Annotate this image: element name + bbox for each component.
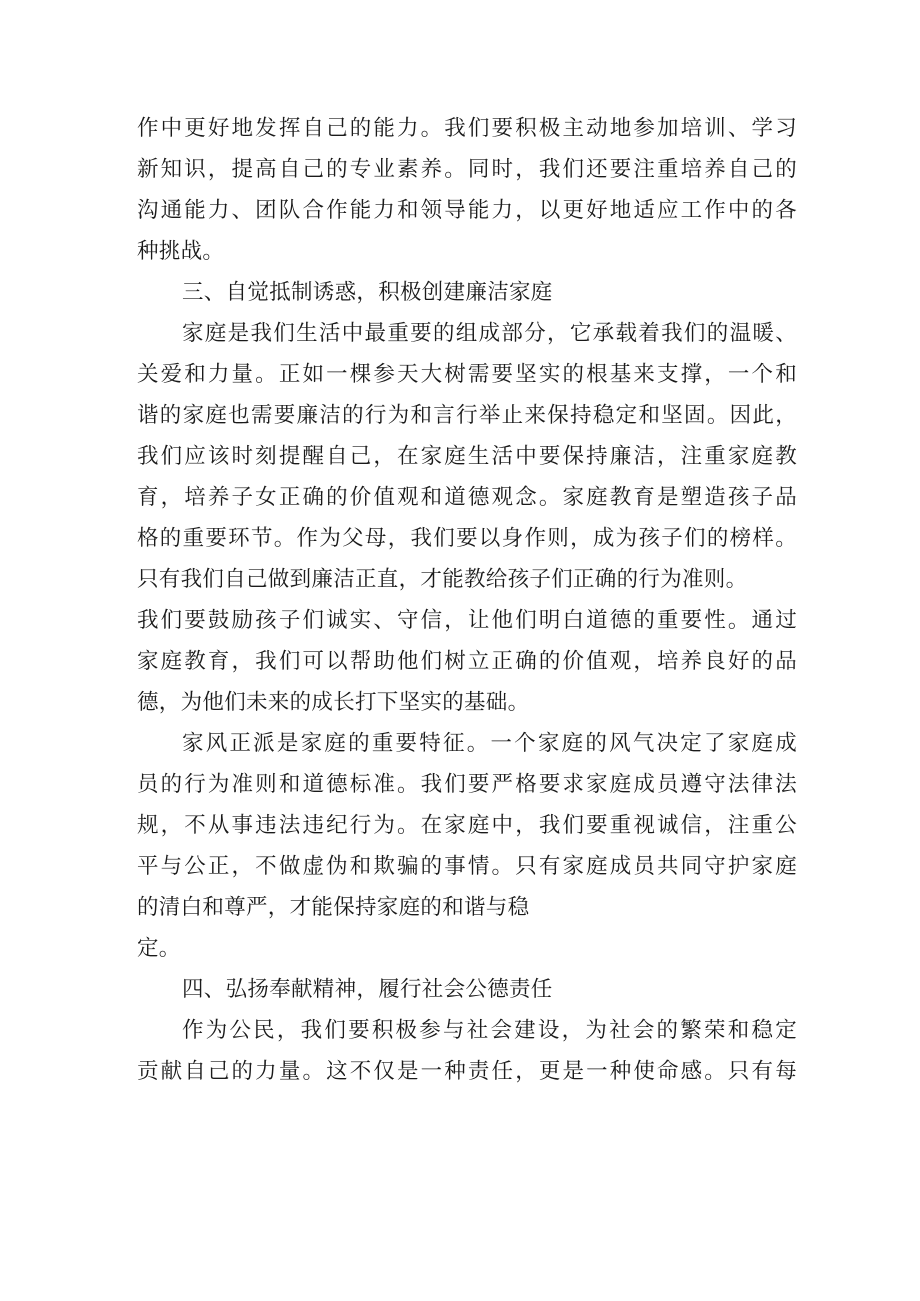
text-line: 关爱和力量。正如一棵参天大树需要坚实的根基来支撑，一个和 xyxy=(137,362,797,387)
text-line: 只有我们自己做到廉洁正直，才能教给孩子们正确的行为准则。 xyxy=(137,567,748,592)
text-line: 德，为他们未来的成长打下坚实的基础。 xyxy=(137,690,530,715)
text-line: 格的重要环节。作为父母，我们要以身作则，成为孩子们的榜样。 xyxy=(137,526,797,551)
text-line: 谐的家庭也需要廉洁的行为和言行举止来保持稳定和坚固。因此， xyxy=(137,403,797,428)
paragraph-first-line: 作为公民，我们要积极参与社会建设，为社会的繁荣和稳定 xyxy=(182,1018,797,1043)
text-line: 作中更好地发挥自己的能力。我们要积极主动地参加培训、学习 xyxy=(137,116,797,141)
text-line: 沟通能力、团队合作能力和领导能力，以更好地适应工作中的各 xyxy=(137,198,797,223)
text-line: 贡献自己的力量。这不仅是一种责任，更是一种使命感。只有每 xyxy=(137,1059,797,1084)
document-body xyxy=(137,108,797,1092)
section-heading: 三、自觉抵制诱惑，积极创建廉洁家庭 xyxy=(182,280,553,305)
text-line: 员的行为准则和道德标准。我们要严格要求家庭成员遵守法律法 xyxy=(137,772,797,797)
text-line: 我们应该时刻提醒自己，在家庭生活中要保持廉洁，注重家庭教 xyxy=(137,444,797,469)
text-line: 我们要鼓励孩子们诚实、守信，让他们明白道德的重要性。通过 xyxy=(137,608,797,633)
section-heading: 四、弘扬奉献精神，履行社会公德责任 xyxy=(182,977,553,1002)
text-line: 家庭教育，我们可以帮助他们树立正确的价值观，培养良好的品 xyxy=(137,649,797,674)
text-line: 平与公正，不做虚伪和欺骗的事情。只有家庭成员共同守护家庭 xyxy=(137,854,797,879)
text-line: 新知识，提高自己的专业素养。同时，我们还要注重培养自己的 xyxy=(137,157,797,182)
text-line: 定。 xyxy=(137,936,181,961)
text-line: 的清白和尊严，才能保持家庭的和谐与稳 xyxy=(137,895,530,920)
text-line: 规，不从事违法违纪行为。在家庭中，我们要重视诚信，注重公 xyxy=(137,813,797,838)
text-line: 育，培养子女正确的价值观和道德观念。家庭教育是塑造孩子品 xyxy=(137,485,797,510)
paragraph-first-line: 家风正派是家庭的重要特征。一个家庭的风气决定了家庭成 xyxy=(182,731,797,756)
text-line: 种挑战。 xyxy=(137,239,225,264)
paragraph-first-line: 家庭是我们生活中最重要的组成部分，它承载着我们的温暖、 xyxy=(182,321,797,346)
